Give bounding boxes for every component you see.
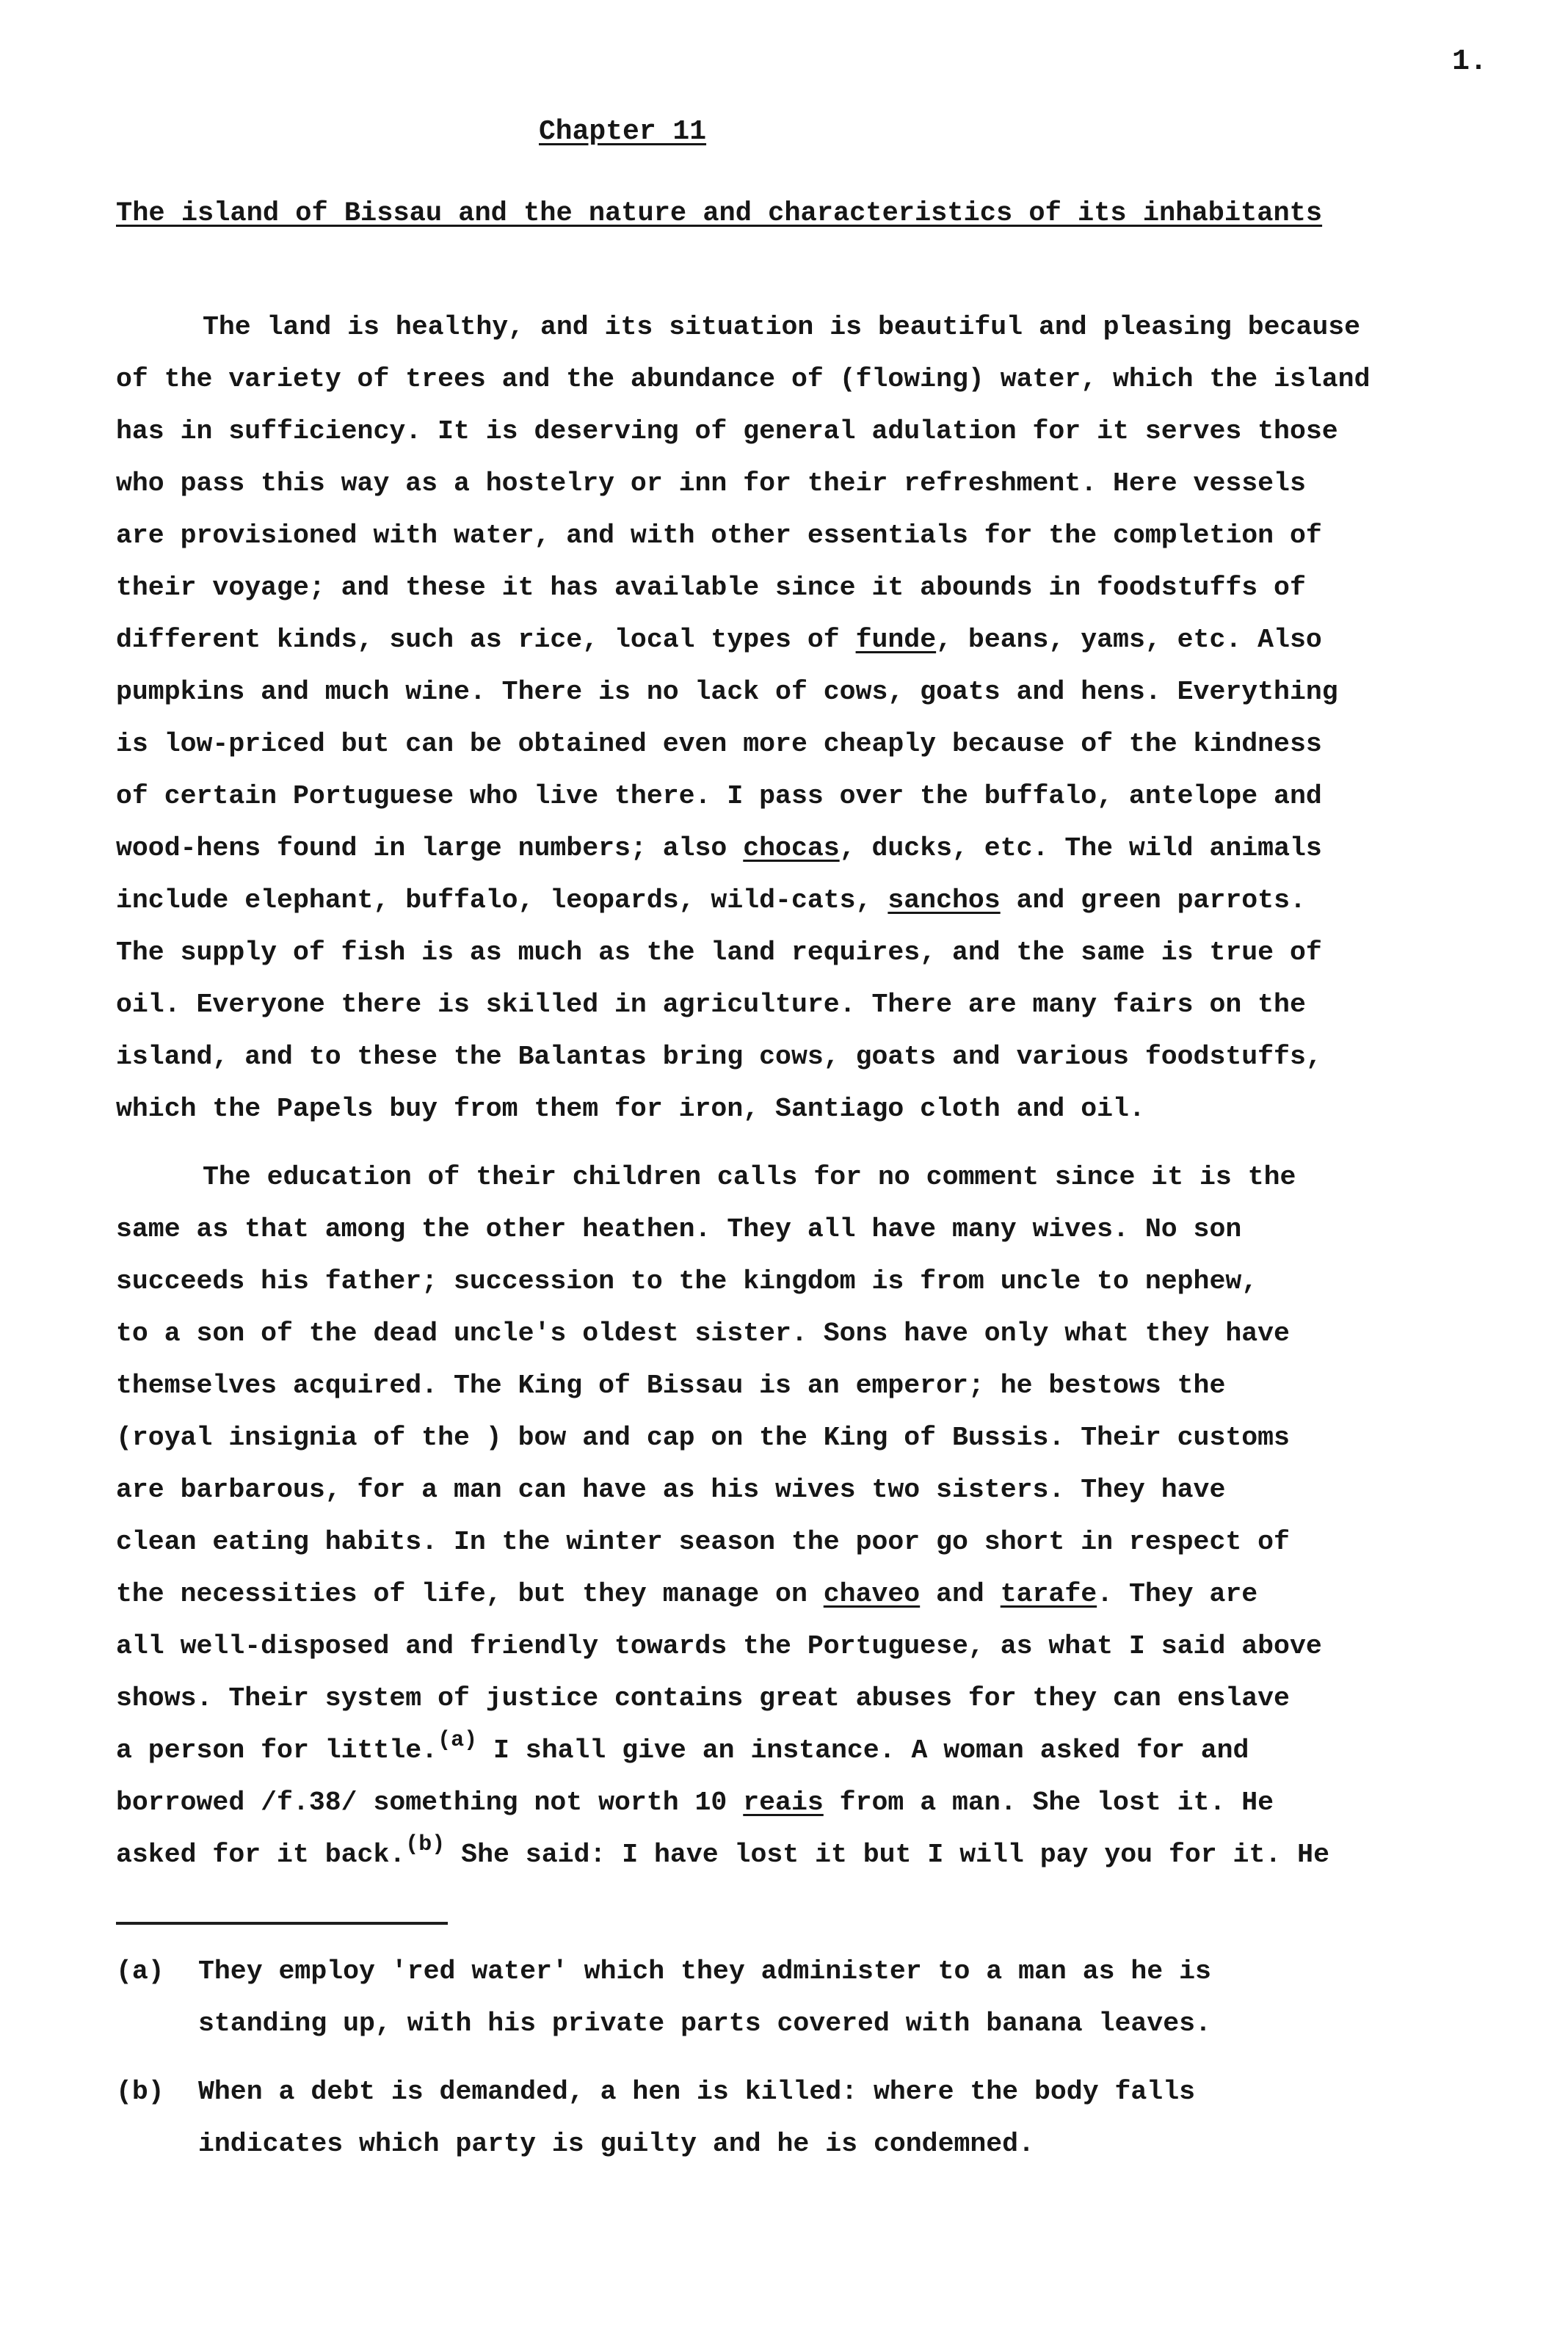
text-line: is low-priced but can be obtained even more cheaply because of the kindness bbox=[116, 729, 1322, 759]
footnote-divider bbox=[116, 1922, 448, 1925]
text-line bbox=[116, 1776, 1511, 1829]
underlined-term: chaveo bbox=[823, 1579, 921, 1609]
text-segment: wood-hens found in large numbers; also bbox=[116, 833, 744, 863]
text-line: The education of their children calls for no comment since it is the bbox=[203, 1162, 1296, 1192]
text-segment: She said: I have lost it but I will pay you for it. He bbox=[445, 1840, 1329, 1870]
footnote-ref-b: (b) bbox=[405, 1832, 446, 1857]
text-line: oil. Everyone there is skilled in agriculture. There are many fairs on the bbox=[116, 990, 1306, 1020]
underlined-term: tarafe bbox=[1000, 1579, 1097, 1609]
underlined-term: chocas bbox=[743, 833, 840, 863]
footnotes bbox=[116, 1945, 1511, 2186]
footnote-label: (b) bbox=[116, 2077, 164, 2107]
text-segment: . They are bbox=[1097, 1579, 1258, 1609]
footnote-text bbox=[198, 1945, 1211, 2050]
footnote-a bbox=[116, 1945, 1511, 2050]
text-line: They employ 'red water' which they administer to a man as he is bbox=[198, 1956, 1211, 1986]
text-line: to a son of the dead uncle's oldest sister. Sons have only what they have bbox=[116, 1318, 1290, 1349]
text-segment: asked for it back. bbox=[116, 1840, 406, 1870]
footnote-b bbox=[116, 2066, 1511, 2170]
text-segment: , beans, yams, etc. Also bbox=[936, 625, 1322, 655]
text-line: of the variety of trees and the abundance of (flowing) water, which the island bbox=[116, 364, 1371, 394]
text-line: The land is healthy, and its situation is beautiful and pleasing because bbox=[203, 312, 1361, 342]
text-segment: , ducks, etc. The wild animals bbox=[839, 833, 1322, 863]
text-segment: a person for little. bbox=[116, 1735, 438, 1765]
text-line: themselves acquired. The King of Bissau is an emperor; he bestows the bbox=[116, 1371, 1226, 1401]
text-line: island, and to these the Balantas bring cows, goats and various foodstuffs, bbox=[116, 1042, 1322, 1072]
text-segment: from a man. She lost it. He bbox=[823, 1787, 1274, 1818]
text-line: are provisioned with water, and with other essentials for the completion of bbox=[116, 520, 1322, 551]
text-line: has in sufficiency. It is deserving of general adulation for it serves those bbox=[116, 416, 1338, 446]
footnote-label: (a) bbox=[116, 1956, 164, 1986]
text-line bbox=[116, 1568, 1511, 1620]
text-line: their voyage; and these it has available since it abounds in foodstuffs of bbox=[116, 573, 1306, 603]
underlined-term: sanchos bbox=[888, 885, 1001, 915]
text-segment: different kinds, such as rice, local types of bbox=[116, 625, 856, 655]
page-number: 1. bbox=[1452, 46, 1488, 79]
text-line: of certain Portuguese who live there. I pass over the buffalo, antelope and bbox=[116, 781, 1322, 811]
text-line bbox=[116, 822, 1511, 874]
text-segment: include elephant, buffalo, leopards, wild-cats, bbox=[116, 885, 888, 915]
footnote-text bbox=[198, 2066, 1195, 2170]
paragraph-2 bbox=[116, 1151, 1511, 1881]
text-segment: I shall give an instance. A woman asked for and bbox=[477, 1735, 1249, 1765]
text-line: The supply of fish is as much as the land requires, and the same is true of bbox=[116, 937, 1322, 968]
text-line: clean eating habits. In the winter season the poor go short in respect of bbox=[116, 1527, 1290, 1557]
text-line: standing up, with his private parts covered with banana leaves. bbox=[198, 2008, 1211, 2039]
text-line: shows. Their system of justice contains great abuses for they can enslave bbox=[116, 1683, 1290, 1713]
text-line: pumpkins and much wine. There is no lack of cows, goats and hens. Everything bbox=[116, 677, 1338, 707]
text-line: same as that among the other heathen. They all have many wives. No son bbox=[116, 1214, 1242, 1244]
text-line bbox=[116, 874, 1511, 926]
text-line bbox=[116, 1724, 1511, 1776]
text-line: indicates which party is guilty and he is condemned. bbox=[198, 2129, 1034, 2159]
text-line: are barbarous, for a man can have as his wives two sisters. They have bbox=[116, 1475, 1226, 1505]
chapter-heading: Chapter 11 bbox=[539, 116, 707, 148]
text-segment: and green parrots. bbox=[1000, 885, 1306, 915]
text-line: who pass this way as a hostelry or inn for their refreshment. Here vessels bbox=[116, 468, 1306, 498]
footnote-ref-a: (a) bbox=[438, 1728, 478, 1753]
text-line: succeeds his father; succession to the kingdom is from uncle to nephew, bbox=[116, 1266, 1258, 1296]
text-line: which the Papels buy from them for iron, Santiago cloth and oil. bbox=[116, 1094, 1145, 1124]
chapter-subtitle: The island of Bissau and the nature and characteristics of its inhabitants bbox=[116, 198, 1323, 229]
text-segment: borrowed /f.38/ something not worth 10 bbox=[116, 1787, 744, 1818]
underlined-term: reais bbox=[743, 1787, 824, 1818]
body-text bbox=[116, 301, 1511, 1897]
text-segment: the necessities of life, but they manage on bbox=[116, 1579, 824, 1609]
paragraph-1 bbox=[116, 301, 1511, 1135]
text-line: (royal insignia of the ) bow and cap on the King of Bussis. Their customs bbox=[116, 1423, 1290, 1453]
text-line bbox=[116, 1829, 1511, 1881]
underlined-term: funde bbox=[855, 625, 937, 655]
text-segment: and bbox=[920, 1579, 1001, 1609]
text-line: When a debt is demanded, a hen is killed: where the body falls bbox=[198, 2077, 1196, 2107]
text-line bbox=[116, 614, 1511, 666]
text-line: all well-disposed and friendly towards the Portuguese, as what I said above bbox=[116, 1631, 1322, 1661]
